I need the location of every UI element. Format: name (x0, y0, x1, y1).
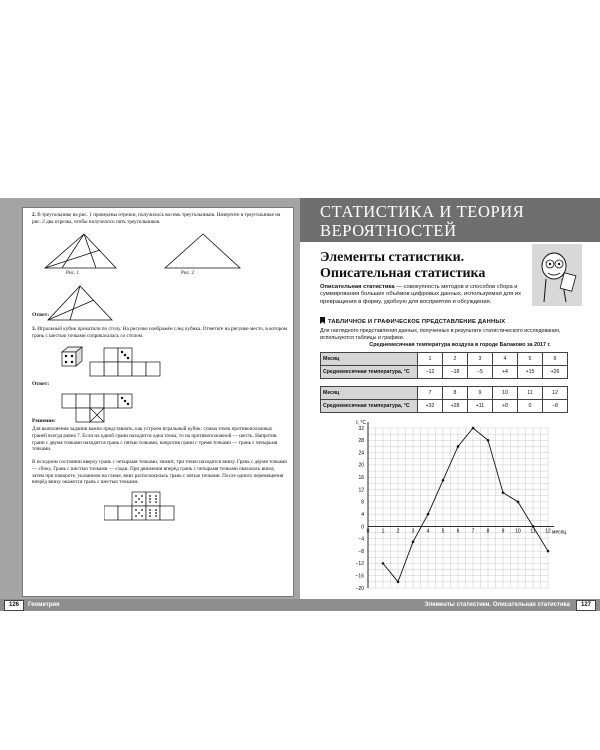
data-point (382, 562, 385, 565)
x-tick-label: 8 (486, 528, 490, 535)
solution-text-2: В исходном состоянии вверху грань с четырьмя точками, значит, три точки находятся внизу. Грань с двумя точками — сбоку, Грань с шестью точками — сзади. При движении вперёд грань с четырьмя точками оказалась внизу, затем при повороте, указанном на схеме, вниз расположилась грань с пятью точками. После одного перемещения вперёд внизу окажется грань с шестью точками. (32, 459, 288, 486)
right-page-number: 127 (576, 600, 596, 611)
table-cell: +11 (468, 400, 493, 413)
right-footer-section: Элементы статистики. Описательная статистика (424, 602, 570, 608)
task-3-text (32, 326, 288, 340)
task-2-figures (40, 232, 270, 327)
y-tick-label: 12 (358, 487, 364, 494)
definition-body: — совокупность методов и способов сбора и суммирования больших объёмов цифровых данных, используемая для их превращения в форму, удобную для восприятия и обсуждения. (320, 284, 521, 305)
table-header-cell: Среднемесячная температура, °С (321, 400, 418, 413)
section-heading-line-2: Описательная статистика (320, 266, 486, 281)
data-point (532, 525, 535, 528)
table-cell: 5 (518, 353, 543, 366)
page-title-line-2: ВЕРОЯТНОСТЕЙ (320, 221, 457, 240)
table-cell: +15 (518, 366, 543, 379)
data-point (442, 479, 445, 482)
table-cell: 9 (468, 387, 493, 400)
y-tick-label: 28 (358, 438, 364, 445)
x-tick-label: 11 (530, 528, 536, 535)
table-header-cell: Месяц (321, 353, 418, 366)
chart-grid (368, 428, 548, 588)
section-heading (320, 250, 520, 282)
data-point (397, 581, 400, 584)
left-page-number: 126 (4, 600, 24, 611)
data-point (487, 439, 490, 442)
page-title-line-1: СТАТИСТИКА И ТЕОРИЯ (320, 202, 525, 221)
table-cell: 11 (518, 387, 543, 400)
y-tick-label: 16 (358, 475, 364, 482)
dice-track-answer (62, 394, 132, 422)
table-cell: 1 (418, 353, 443, 366)
data-point (472, 427, 475, 430)
y-tick-label: −16 (355, 573, 364, 580)
bookmark-icon (320, 317, 325, 324)
x-tick-label: 1 (381, 528, 385, 535)
page-title (320, 202, 590, 240)
data-point (517, 501, 520, 504)
table-cell: 4 (493, 353, 518, 366)
dice-cube (62, 347, 82, 366)
y-tick-label: −4 (358, 536, 364, 543)
mascot-illustration (532, 244, 582, 306)
data-point (457, 445, 460, 448)
x-tick-label: 2 (396, 528, 400, 535)
x-tick-label: 5 (441, 528, 445, 535)
figure-1-triangle (45, 234, 116, 268)
table-cell: +28 (443, 400, 468, 413)
solution-label: Решение: (32, 418, 56, 424)
chart-axes (368, 422, 554, 588)
table-cell: 10 (493, 387, 518, 400)
data-point (547, 550, 550, 553)
x-tick-label: 9 (501, 528, 505, 535)
table-cell: +26 (543, 366, 568, 379)
table-cell: 3 (468, 353, 493, 366)
table-cell: 7 (418, 387, 443, 400)
x-tick-label: 4 (426, 528, 430, 535)
data-point (502, 491, 505, 494)
table-cell: 2 (443, 353, 468, 366)
y-tick-label: 4 (361, 511, 364, 518)
task-3-number: 3. (32, 326, 36, 332)
table-cell: −12 (418, 366, 443, 379)
x-tick-label: 12 (545, 528, 551, 535)
chart-ticks (356, 420, 567, 592)
figure-2-label: Рис. 2 (181, 270, 195, 276)
table-cell: +32 (418, 400, 443, 413)
table-cell: 12 (543, 387, 568, 400)
data-point (427, 513, 430, 516)
y-tick-label: −12 (355, 561, 364, 568)
table-cell: +8 (493, 400, 518, 413)
x-tick-label: 3 (411, 528, 415, 535)
subsection-heading (320, 317, 570, 325)
section-heading-line-1: Элементы статистики. (320, 250, 465, 265)
task-2-body: В треугольнике на рис. 1 проведены отрезки, получилось восемь треугольников. Начертите в треугольнике на рис. 2 два отрезка, чтобы получилось пять треугольников. (32, 212, 281, 225)
table-caption: Среднемесячная температура воздуха в городе Балаково за 2017 г. (369, 342, 551, 348)
answer-triangle (48, 286, 112, 320)
table-cell: 8 (443, 387, 468, 400)
subsection-heading-text: ТАБЛИЧНОЕ И ГРАФИЧЕСКОЕ ПРЕДСТАВЛЕНИЕ ДАННЫХ (328, 319, 506, 325)
table-cell: −5 (468, 366, 493, 379)
table-cell: 6 (543, 353, 568, 366)
table-cell: 0 (518, 400, 543, 413)
table-row (321, 366, 568, 379)
task-2-text (32, 212, 288, 226)
table-cell: +4 (493, 366, 518, 379)
definition-text (320, 284, 530, 306)
task-2-number: 2. (32, 212, 36, 218)
table-row (321, 353, 568, 366)
solution-text: Для выполнения задания важно представлять, как устроен игральный кубик: сумма точек противоположных граней всегда равна 7. Если на одной грани находится одна точка, то на противоположной — шесть. Напротив грани с двумя точками находится грань с пятью точками, напротив грани с тремя точками — грань с четырьмя точками. (32, 426, 278, 453)
table-row (321, 387, 568, 400)
figure-1-label: Рис. 1 (66, 270, 80, 276)
y-tick-label: 0 (361, 524, 364, 531)
task-3-answer-label: Ответ: (32, 381, 50, 387)
y-tick-label: 20 (358, 462, 364, 469)
task-2-answer-label: Ответ: (32, 312, 50, 318)
table-header-cell: Среднемесячная температура, °С (321, 366, 418, 379)
table-cell: −8 (543, 400, 568, 413)
y-tick-label: 32 (358, 425, 364, 432)
left-footer-section: Геометрия (28, 602, 60, 608)
x-tick-label: 0 (366, 528, 370, 535)
definition-term: Описательная статистика (320, 284, 395, 290)
table-header-cell: Месяц (321, 387, 418, 400)
y-tick-label: −8 (358, 548, 364, 555)
x-axis-label: месяц (552, 529, 567, 536)
table-row (321, 400, 568, 413)
figure-2-triangle (165, 234, 240, 268)
x-tick-label: 7 (471, 528, 475, 535)
x-tick-label: 6 (456, 528, 460, 535)
y-tick-label: 24 (358, 450, 364, 457)
temperature-table-1 (320, 352, 568, 379)
table-cell: −18 (443, 366, 468, 379)
x-tick-label: 10 (515, 528, 521, 535)
data-point (412, 541, 415, 544)
dice-track-question (90, 348, 160, 376)
temperature-table-2 (320, 386, 568, 413)
y-axis-label: t, °С (356, 420, 366, 426)
y-tick-label: 8 (361, 499, 364, 506)
y-tick-label: −20 (355, 585, 364, 592)
solution-dice-figure (104, 490, 214, 524)
temperature-chart (318, 418, 598, 598)
task-3-body: Игральный кубик прокатили по столу. На рисунке изображён след кубика. Отметьте на рисунке место, в котором грань с шестью точками соприкасалась со столом. (32, 326, 288, 339)
subsection-text: Для наглядного представления данных, полученных в результате статистического исследования, используются таблицы и графики. (320, 328, 561, 341)
